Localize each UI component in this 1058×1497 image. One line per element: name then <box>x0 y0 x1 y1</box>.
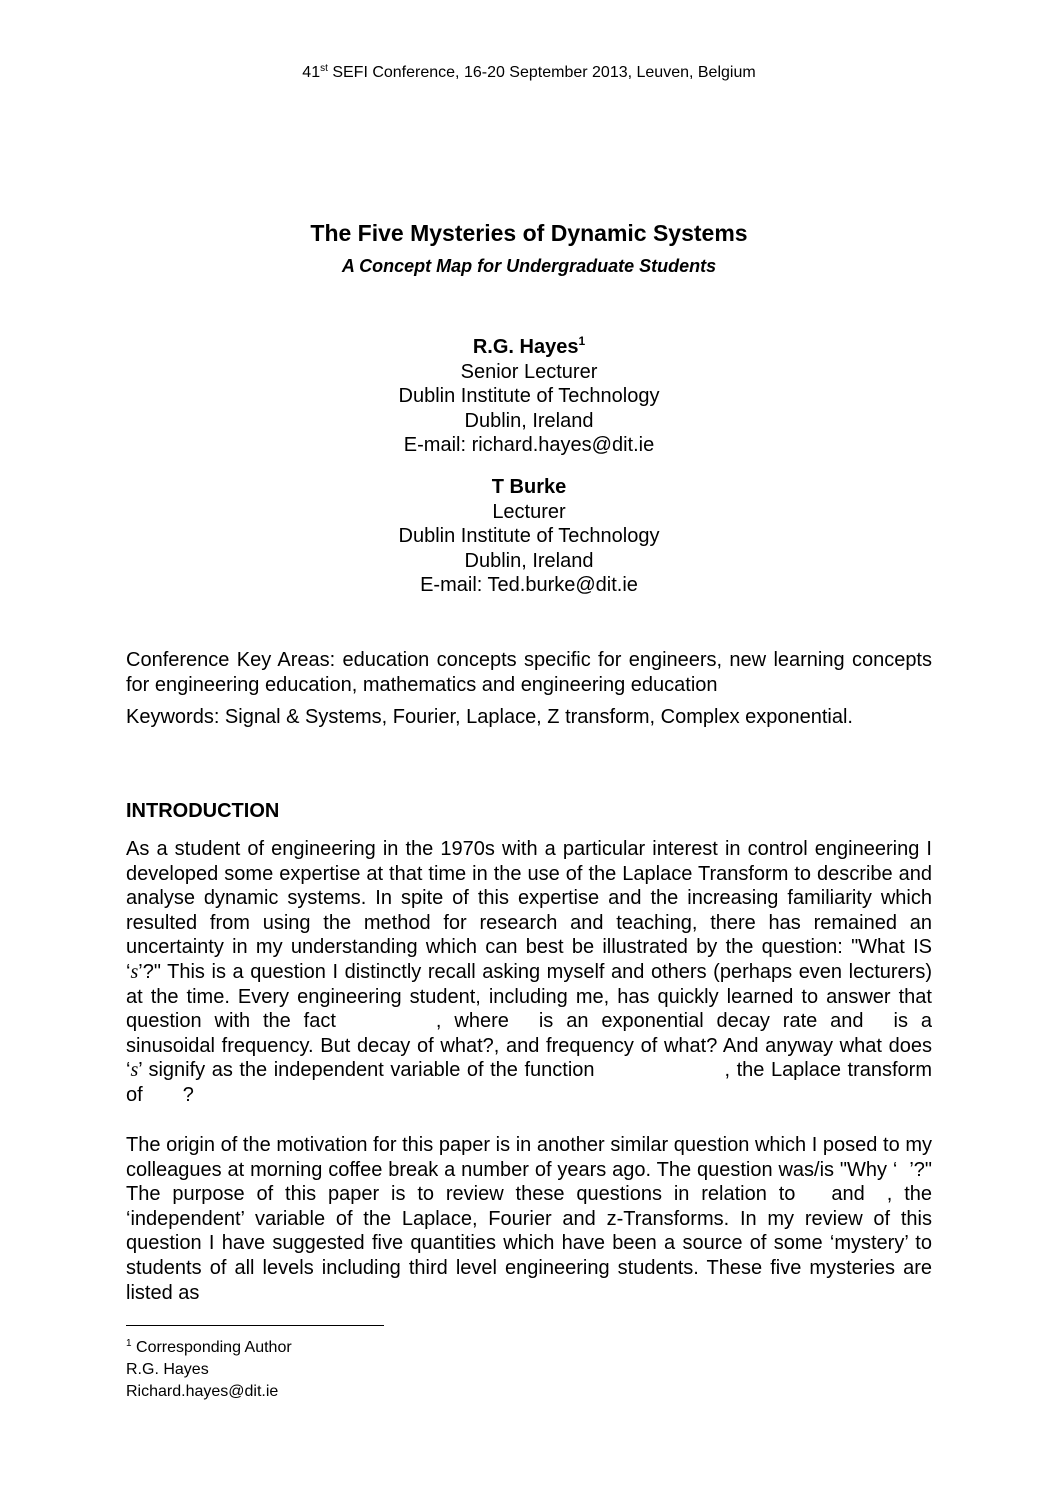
footnote <box>126 1333 292 1403</box>
conference-key-areas: Conference Key Areas: education concepts specific for engineers, new learning concepts for engineering education, mathematics and engineering education <box>126 649 932 696</box>
author-institution: Dublin Institute of Technology <box>398 525 660 547</box>
header-ordinal: 41 <box>302 64 321 81</box>
header-text: SEFI Conference, 16-20 September 2013, Leuven, Belgium <box>327 64 756 81</box>
footnote-mark: 1 <box>578 334 586 348</box>
author-name: R.G. Hayes$^1$ <box>472 334 586 358</box>
header-ordinal-suffix: st <box>320 63 328 74</box>
intro-paragraph-2: The origin of the motivation for this paper is in another similar question which I posed to my colleagues at morning coffee break a number of years ago. The question was/is "Why ‘ ’?" The purpose of this paper is to review these questions in relation to and , the ‘independent’ variable of the Laplace, Fourier and z-Transforms. In my review of this question I have suggested five quantities which have been a source of some ‘mystery’ to students of all levels including third level engineering students. These five mysteries are listed as <box>126 1134 933 1304</box>
author-location: Dublin, Ireland <box>464 409 594 432</box>
footnote-line-1: $^1$ Corresponding Author <box>126 1338 292 1356</box>
author-block-2 <box>0 475 1058 598</box>
author-email: E-mail: richard.hayes@dit.ie <box>403 434 655 456</box>
author-location: Dublin, Ireland <box>464 549 594 572</box>
author-email: E-mail: Ted.burke@dit.ie <box>420 574 638 596</box>
conference-header <box>0 63 1058 82</box>
section-heading-introduction: INTRODUCTION <box>126 800 280 822</box>
author-role: Senior Lecturer <box>460 360 598 383</box>
variable-s: s <box>130 1059 139 1082</box>
variable-s: s <box>130 960 139 983</box>
intro-paragraph-1: As a student of engineering in the 1970s with a particular interest in control engineering I developed some expertise at that time in the use of the Laplace Transform to describe and analyse dynamic systems. In spite of this expertise and the increasing familiarity which resulted from using the method for research and teaching, there has remained an uncertainty in my understanding which can best be illustrated by the question: "What IS ‘s’?" This is a question I distinctly recall asking myself and others (perhaps even lecturers) at the time. Every engineering student, including me, has quickly learned to answer that question with the fact , where is an exponential decay rate and is a sinusoidal frequency. But decay of what?, and frequency of what? And anyway what does ‘s’ signify as the independent variable of the function , the Laplace transform of ? <box>126 838 933 1106</box>
author-role: Lecturer <box>492 500 566 523</box>
keywords: Keywords: Signal & Systems, Fourier, Laplace, Z transform, Complex exponential. <box>126 706 853 728</box>
paper-title: The Five Mysteries of Dynamic Systems <box>310 220 748 246</box>
footnote-line-3: Richard.hayes@dit.ie <box>126 1383 279 1400</box>
footnote-mark: 1 <box>126 1338 132 1349</box>
footnote-separator <box>126 1325 384 1326</box>
author-name: T Burke <box>491 476 567 498</box>
author-block-1 <box>0 329 1058 458</box>
author-institution: Dublin Institute of Technology <box>398 385 660 407</box>
footnote-line-2: R.G. Hayes <box>126 1361 209 1378</box>
paper-subtitle: A Concept Map for Undergraduate Students <box>341 256 717 276</box>
